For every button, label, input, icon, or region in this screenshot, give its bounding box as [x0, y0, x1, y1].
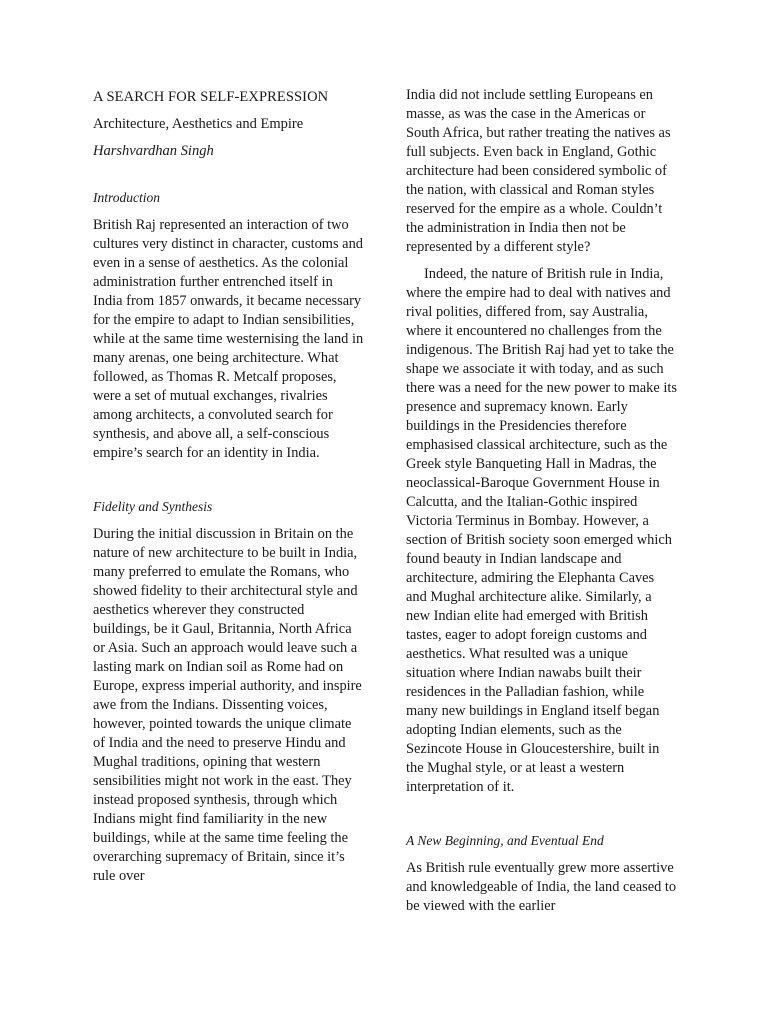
paragraph-new-beginning: As British rule eventually grew more assertive and knowledgeable of India, the land ceased to be viewed with the earlier: [406, 860, 677, 914]
paragraph-indeed: Indeed, the nature of British rule in India, where the empire had to deal with natives and rival polities, differed from, say Australia, where it encountered no challenges from the indigenous. The British Raj had yet to take the shape we associate it with today, and as such there was a need for the new power to make its presence and supremacy known. Early buildings in the Presidencies therefore emphasised classical architecture, such as the Greek style Banqueting Hall in Madras, the neoclassical-Baroque Government House in Calcutta, and the Italian-Gothic inspired Victoria Terminus in Bombay. However, a section of British society soon emerged which found beauty in Indian landscape and architecture, admiring the Elephanta Caves and Mughal architecture alike. Similarly, a new Indian elite had emerged with British tastes, eager to adopt foreign customs and aesthetics. What resulted was a unique situation where Indian nawabs built their residences in the Palladian fashion, while many new buildings in England itself began adopting Indian elements, such as the Sezincote House in Gloucestershire, built in the Mughal style, or at least a western interpretation of it.: [406, 266, 677, 795]
paragraph-fidelity: During the initial discussion in Britain on the nature of new architecture to be built in India, many preferred to emulate the Romans, who showed fidelity to their architectural style and aesthetics wherever they constructed buildings, be it Gaul, Britannia, North Africa or Asia. Such an approach would leave such a lasting mark on Indian soil as Rome had on Europe, express imperial authority, and inspire awe from the Indians. Dissenting voices, however, pointed towards the unique climate of India and the need to preserve Hindu and Mughal traditions, opining that western sensibilities might not work in the east. They instead proposed synthesis, through which Indians might find familiarity in the new buildings, while at the same time feeling the overarching supremacy of Britain, since it’s rule over: [93, 526, 362, 884]
paragraph-introduction: British Raj represented an interaction of two cultures very distinct in character, customs and even in a sense of aesthetics. As the colonial administration further entrenched itself in India from 1857 onwards, it became necessary for the empire to adapt to Indian sensibilities, while at the same time westernising the land in many arenas, one being architecture. What followed, as Thomas R. Metcalf proposes, were a set of mutual exchanges, rivalries among architects, a convoluted search for synthesis, and above all, a self-conscious empire’s search for an identity in India.: [93, 217, 364, 461]
section-heading-fidelity: Fidelity and Synthesis: [93, 499, 213, 514]
section-heading-new-beginning: A New Beginning, and Eventual End: [406, 833, 604, 848]
left-column: [93, 86, 365, 886]
paragraph-fidelity-continued: India did not include settling Europeans en masse, as was the case in the Americas or South Africa, but rather treating the natives as full subjects. Even back in England, Gothic architecture had been considered symbolic of the nation, with classical and Roman styles reserved for the empire as a whole. Couldn’t the administration in India then not be represented by a different style?: [406, 87, 671, 255]
right-column: [406, 86, 678, 916]
article-title: A SEARCH FOR SELF-EXPRESSION: [93, 89, 329, 105]
article-subtitle: Architecture, Aesthetics and Empire: [93, 116, 304, 132]
section-heading-introduction: Introduction: [93, 190, 160, 205]
article-author: Harshvardhan Singh: [93, 143, 214, 159]
